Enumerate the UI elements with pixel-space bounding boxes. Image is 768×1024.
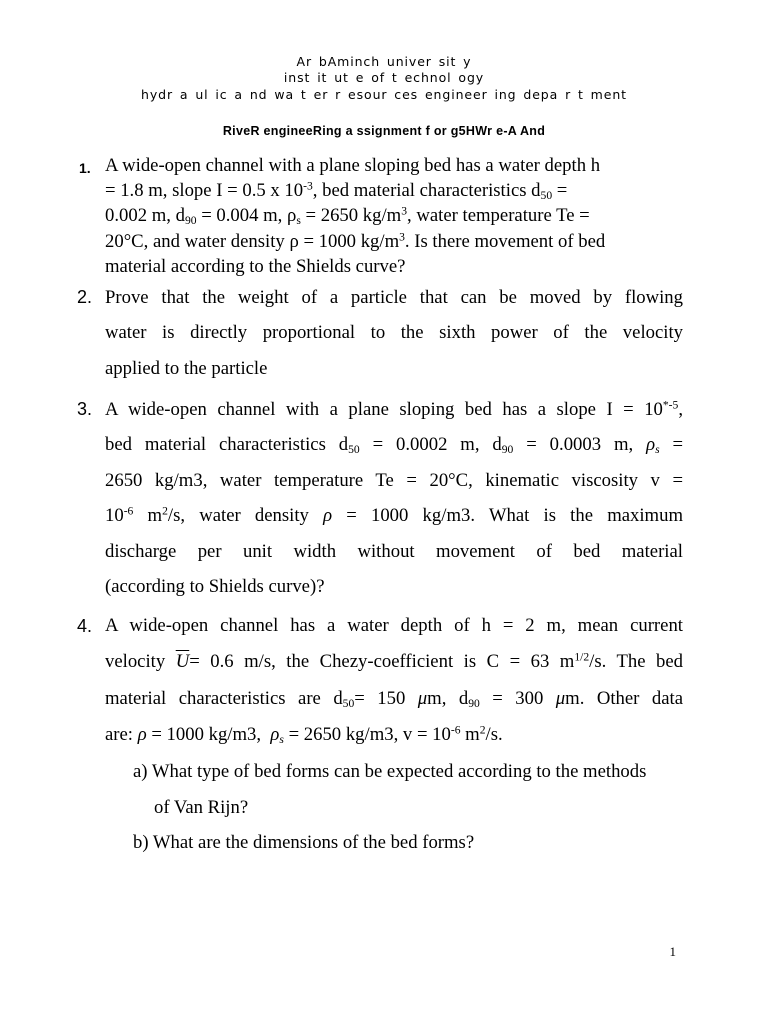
question-4-line-4: are: ρ = 1000 kg/m3, $\rho_s = 2650$ kg/m3, $v = 10^{-6}$ $m^2/s$. bbox=[105, 723, 503, 746]
question-number: 1. bbox=[79, 160, 91, 176]
question-3 bbox=[77, 392, 684, 604]
question-3-line-5: discharge per unit width without movement of bed material bbox=[105, 540, 683, 562]
question-3-line-1: A wide-open channel with a plane sloping bed has a slope $I = 10^{*-5}$, bbox=[105, 398, 683, 420]
question-number: 2. bbox=[77, 287, 93, 307]
question-2-line-2: water is directly proportional to the sixth power of the velocity bbox=[105, 322, 683, 344]
page-number: 1 bbox=[669, 944, 676, 959]
question-4-line-1: A wide-open channel has a water depth of h = 2 m, mean current bbox=[105, 615, 683, 636]
question-4 bbox=[77, 608, 683, 753]
question-4-subitem-b bbox=[133, 825, 693, 861]
question-4-line-2: velocity $\overline{U}= 0.6$ m/s, the Chezy-coefficient is C = 63 $m^{1/2}/s$. The bed bbox=[105, 650, 683, 673]
question-4-line-3: material characteristics are $d_{50}= 150$ μm, $d_{90} = 300$ μm. Other data bbox=[105, 687, 683, 710]
subitem-a-line-1: a) What type of bed forms can be expected according to the methods bbox=[133, 761, 647, 782]
assignment-title: RiveR engineeRing a ssignment f or g5HWr e-A And bbox=[222, 124, 546, 138]
question-2-line-1: Prove that the weight of a particle that can be moved by flowing bbox=[105, 287, 683, 308]
question-1-line-3: 0.002 m, $d_{90} = 0.004$ m, $\rho_s = 2650$ $kg/m^3$, water temperature Te = bbox=[105, 205, 590, 228]
question-1-line-2: = 1.8 m, slope I = 0.5 x $10^{-3}$, bed material characteristics $d_{50}$ = bbox=[105, 179, 568, 203]
question-1-line-4: 20°C, and water density ρ = 1000 $kg/m^3$. Is there movement of bed bbox=[105, 230, 606, 252]
university-name: Ar bAminch univer sit y bbox=[296, 54, 472, 69]
question-1-line-5: material according to the Shields curve? bbox=[105, 255, 406, 277]
question-number: 4. bbox=[77, 616, 93, 636]
question-3-line-2: bed material characteristics $d_{50} = 0.0002$ m, $d_{90} = 0.0003$ m, $\rho_s$ = bbox=[105, 434, 684, 457]
question-3-line-3: 2650 kg/m3, water temperature Te = 20°C, kinematic viscosity v = bbox=[105, 469, 683, 491]
question-1-line-1: A wide-open channel with a plane sloping bed has a water depth h bbox=[105, 155, 601, 176]
subitem-a-line-2: of Van Rijn? bbox=[154, 797, 249, 819]
question-2-line-3: applied to the particle bbox=[105, 357, 268, 379]
question-2 bbox=[77, 280, 683, 386]
subitem-b-line-1: b) What are the dimensions of the bed forms? bbox=[133, 832, 475, 853]
question-number: 3. bbox=[77, 399, 93, 419]
question-3-line-6: (according to Shields curve)? bbox=[105, 576, 325, 598]
question-1 bbox=[79, 153, 683, 279]
department-name: hydr a ul ic a nd wa t er r esour ces engineer ing depa r t ment bbox=[141, 87, 627, 102]
question-4-subitem-a bbox=[133, 754, 693, 827]
question-3-line-4: $10^{-6}$ $m^2/s$, water density ρ = 1000 kg/m3. What is the maximum bbox=[105, 504, 683, 527]
institute-name: inst it ut e of t echnol ogy bbox=[283, 70, 485, 85]
